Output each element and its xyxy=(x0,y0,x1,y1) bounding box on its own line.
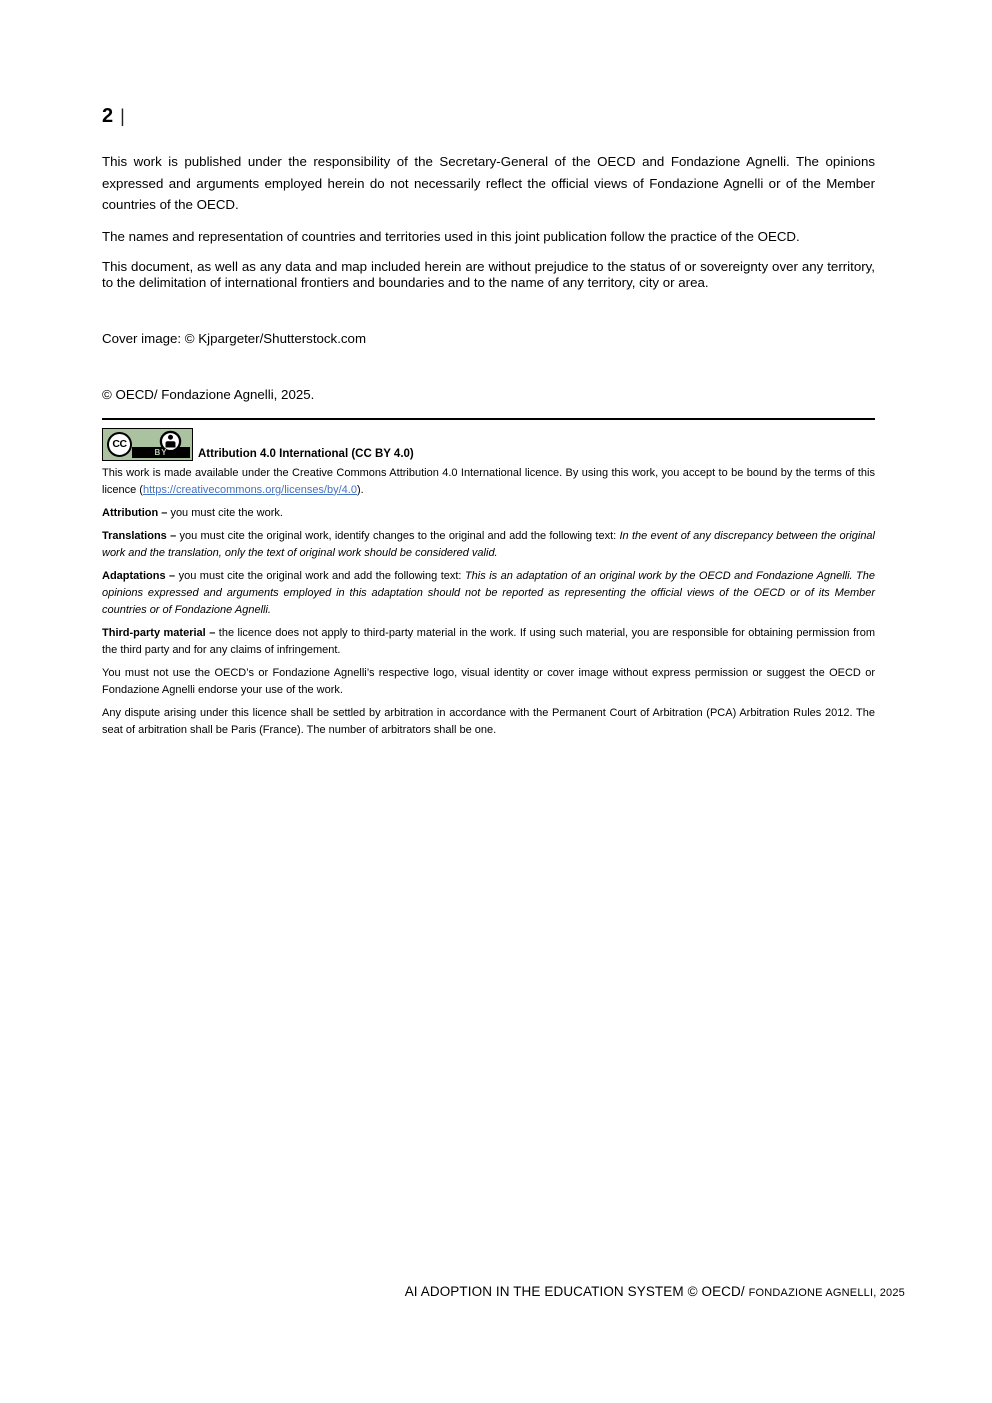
licence-item-lead: Translations xyxy=(102,529,167,542)
disclaimer-paragraph-2: The names and representation of countries and territories used in this joint publication follow the practice of the OECD. xyxy=(102,228,800,244)
licence-item-sep: – xyxy=(166,529,180,542)
licence-item-lead: Attribution xyxy=(102,506,159,519)
licence-item-translations xyxy=(102,528,875,562)
licence-item-lead: Third-party material xyxy=(102,626,206,639)
page-number-value: 2 xyxy=(102,105,114,127)
page-number-separator: | xyxy=(120,106,125,126)
licence-item-italic: This is an adaptation of an original work by the OECD and Fondazione Agnelli. The opinions expressed and arguments employed in this adaptation should not be reported as representing the official views of the OECD or of its Member countries or of Fondazione Agnelli. xyxy=(102,569,876,616)
licence-item-sep: – xyxy=(158,506,171,519)
licence-logo-restriction: You must not use the OECD’s or Fondazione Agnelli’s respective logo, visual identity or cover image without express permission or suggest the OECD or Fondazione Agnelli endorse your use of the work. xyxy=(102,666,875,696)
cover-image-credit: Cover image: © Kjpargeter/Shutterstock.com xyxy=(102,331,367,347)
licence-item-third-party xyxy=(102,625,875,659)
licence-title: Attribution 4.0 International (CC BY 4.0) xyxy=(198,447,414,460)
licence-item-attribution xyxy=(102,505,875,522)
licence-item-lead: Adaptations xyxy=(102,569,166,582)
licence-item-sep: – xyxy=(165,569,179,582)
licence-header xyxy=(102,428,875,461)
horizontal-divider xyxy=(102,418,875,420)
licence-arbitration: Any dispute arising under this licence shall be settled by arbitration in accordance with the Permanent Court of Arbitration (PCA) Arbitration Rules 2012. The seat of arbitration shall be Paris (France). The number of arbitrators shall be one. xyxy=(102,706,875,736)
content-column xyxy=(102,0,890,739)
licence-intro xyxy=(102,465,875,499)
cc-by-licence-badge xyxy=(102,428,193,461)
disclaimer-paragraph-3: This document, as well as any data and map included herein are without prejudice to the status of or sovereignty over any territory, to the delimitation of international frontiers and boundaries and to the name of any territory, city or area. xyxy=(102,258,875,291)
cc-licence-link[interactable]: https://creativecommons.org/licenses/by/4.0 xyxy=(142,483,357,496)
licence-item-italic: In the event of any discrepancy between the original work and the translation, only the text of original work should be considered valid. xyxy=(102,529,875,559)
copyright-line: © OECD/ Fondazione Agnelli, 2025. xyxy=(102,386,315,402)
cc-icon: CC xyxy=(107,432,132,457)
page-number xyxy=(102,0,875,128)
licence-item-text: you must cite the original work and add the following text: xyxy=(178,569,465,582)
by-label: BY xyxy=(154,447,168,457)
licence-item-text: the licence does not apply to third-party material in the work. If using such material, you are responsible for obtaining permission from the third party and for any claims of infringement. xyxy=(102,626,875,656)
licence-item-adaptations xyxy=(102,568,875,619)
licence-item-sep: – xyxy=(205,626,219,639)
licence-item-text: you must cite the original work, identify changes to the original and add the following text: xyxy=(179,529,620,542)
footer-publisher: FONDAZIONE AGNELLI, 2025 xyxy=(748,1287,905,1299)
disclaimer-paragraph-1: This work is published under the responsibility of the Secretary-General of the OECD and Fondazione Agnelli. The opinions expressed and arguments employed herein do not necessarily reflect the official views of Fondazione Agnelli or of the Member countries of the OECD. xyxy=(102,154,875,213)
footer-title: AI ADOPTION IN THE EDUCATION SYSTEM © OECD/ xyxy=(404,1284,749,1299)
licence-intro-closing: ). xyxy=(356,483,364,496)
page-footer xyxy=(405,1283,905,1301)
licence-item-text: you must cite the work. xyxy=(170,506,283,519)
licence-intro-text: This work is made available under the Creative Commons Attribution 4.0 International licence. By using this work, you accept to be bound by the terms of this licence ( xyxy=(102,466,875,496)
